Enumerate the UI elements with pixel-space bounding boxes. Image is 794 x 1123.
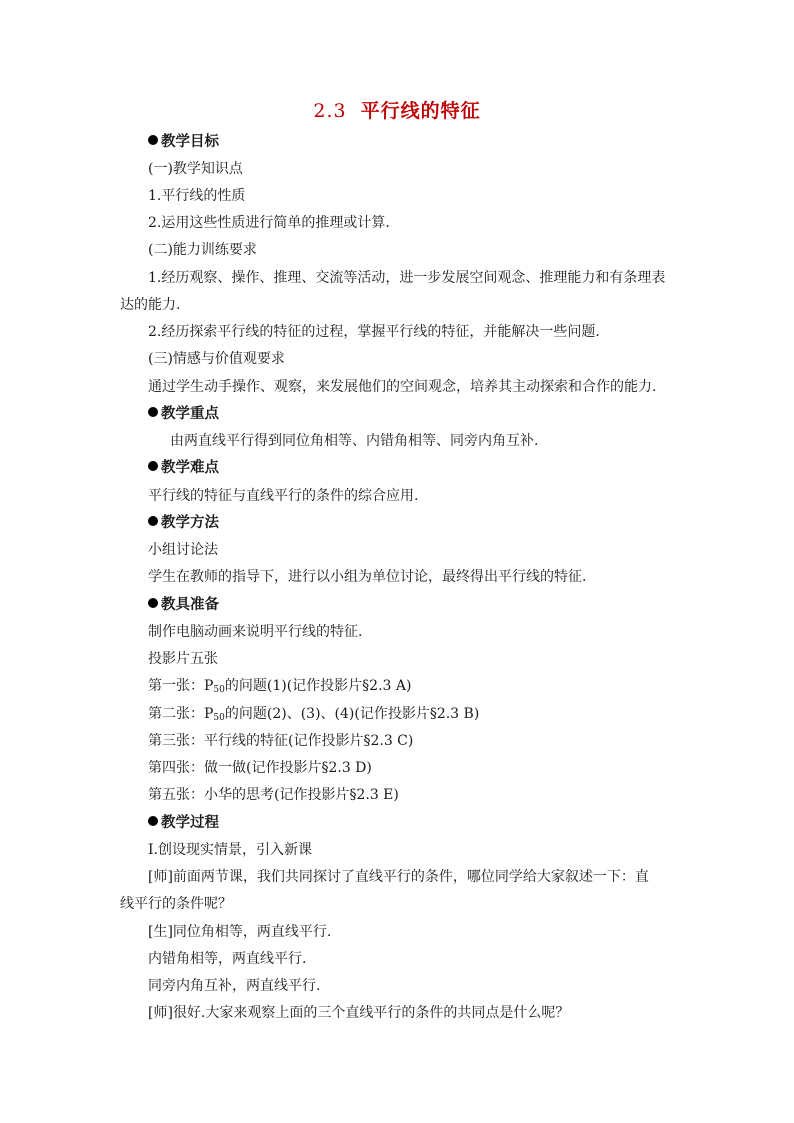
bullet-dot-icon: [148, 407, 158, 417]
slide-item-4: 第四张：做一做(记作投影片§2.3 D): [148, 760, 372, 776]
heading-process: 教学过程: [148, 813, 219, 833]
difficulties-text: 平行线的特征与直线平行的条件的综合应用.: [148, 488, 419, 504]
bullet-dot-icon: [148, 516, 158, 526]
ability-item-1-line-1: 1.经历观察、操作、推理、交流等活动，进一步发展空间观念、推理能力和有条理表: [148, 270, 666, 286]
ability-item-2: 2.经历探索平行线的特征的过程，掌握平行线的特征，并能解决一些问题.: [148, 324, 600, 340]
heading-methods: 教学方法: [148, 513, 219, 533]
student-line-3: 同旁内角互补，两直线平行.: [148, 978, 321, 994]
slide-item-2: 第二张：$P_{50}$的问题(2)、(3)、(4)(记作投影片§2.3 B): [148, 706, 480, 723]
heading-key-points: 教学重点: [148, 404, 219, 424]
emotion-text: 通过学生动手操作、观察，来发展他们的空间观念，培养其主动探索和合作的能力.: [148, 379, 657, 395]
bullet-dot-icon: [148, 816, 158, 826]
bullet-dot-icon: [148, 461, 158, 471]
emotion-heading: (三)情感与价值观要求: [148, 351, 285, 367]
bullet-dot-icon: [148, 598, 158, 608]
tools-line-1: 制作电脑动画来说明平行线的特征.: [148, 624, 363, 640]
heading-tools: 教具准备: [148, 595, 219, 615]
methods-name: 小组讨论法: [148, 542, 218, 558]
teacher-line-1a: [师]前面两节课，我们共同探讨了直线平行的条件，哪位同学给大家叙述一下：直: [148, 869, 649, 885]
bullet-dot-icon: [148, 135, 158, 145]
teacher-line-2: [师]很好.大家来观察上面的三个直线平行的条件的共同点是什么呢？: [148, 1005, 570, 1021]
ability-item-1-line-2: 达的能力.: [120, 297, 181, 313]
tools-line-2: 投影片五张: [148, 651, 218, 667]
slide-item-1: 第一张：$P_{50}$的问题(1)(记作投影片§2.3 A): [148, 678, 412, 695]
title-text: 平行线的特征: [360, 100, 481, 122]
knowledge-heading: (一)教学知识点: [148, 161, 243, 177]
heading-difficulties: 教学难点: [148, 458, 219, 478]
slide-item-5: 第五张：小华的思考(记作投影片§2.3 E): [148, 787, 399, 803]
knowledge-item-1: 1.平行线的性质: [148, 188, 246, 204]
process-section-1: Ⅰ.创设现实情景，引入新课: [148, 842, 312, 858]
student-line-1: [生]同位角相等，两直线平行.: [148, 924, 332, 940]
teacher-line-1b: 线平行的条件呢？: [120, 896, 232, 912]
student-line-2: 内错角相等，两直线平行.: [148, 951, 307, 967]
document-title: [0, 96, 794, 123]
knowledge-item-2: 2.运用这些性质进行简单的推理或计算.: [148, 215, 390, 231]
section-number: 2.3: [313, 100, 347, 122]
heading-teaching-goals: 教学目标: [148, 132, 219, 152]
ability-heading: (二)能力训练要求: [148, 242, 257, 258]
methods-text: 学生在教师的指导下，进行以小组为单位讨论，最终得出平行线的特征.: [148, 569, 587, 585]
slide-item-3: 第三张：平行线的特征(记作投影片§2.3 C): [148, 733, 414, 749]
key-points-text: 由两直线平行得到同位角相等、内错角相等、同旁内角互补.: [170, 433, 539, 449]
